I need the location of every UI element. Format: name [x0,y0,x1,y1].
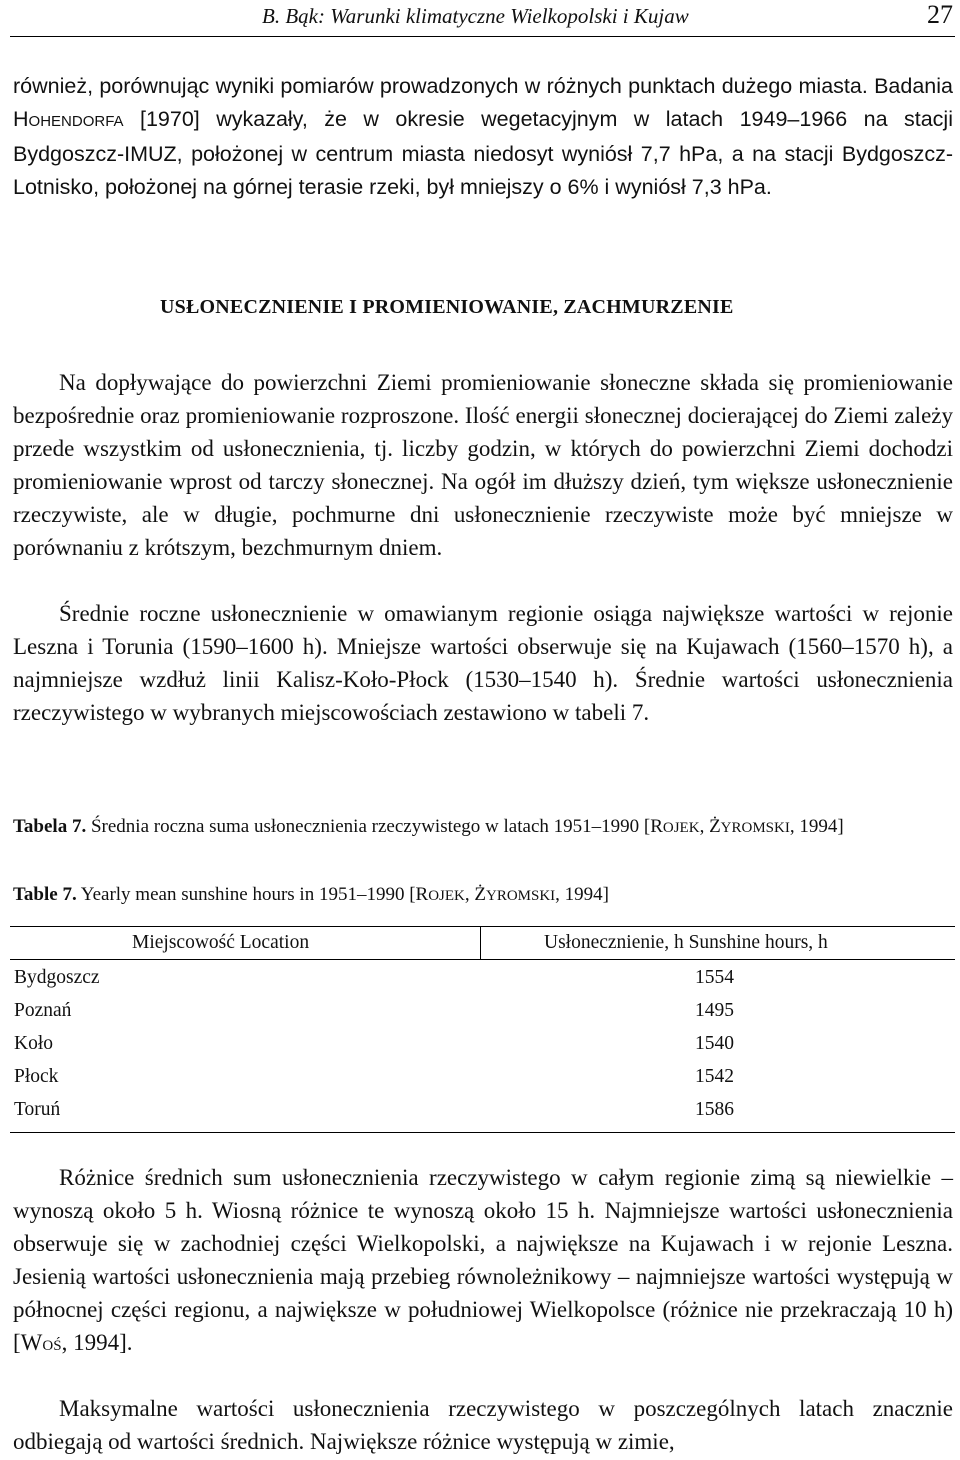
paragraph-2: Na dopływające do powierzchni Ziemi promieniowanie słoneczne składa się promieniowanie bezpośrednie oraz promieniowanie rozproszone. Ilość energii słonecznej docierającej do Ziemi zależy przede wszystkim od usłonecznienia, tj. liczby godzin, w których do powierzchni Ziemi dochodzi promieniowanie wprost od tarczy słonecznej. Na ogół im dłuższy dzień, tym większe usłonecznienie rzeczywiste, ale w długie, pochmurne dni usłonecznienie rzeczywiste może być mniejsze w porównaniu z krótszym, bezchmurnym dniem. [13,370,953,560]
page-number: 27 [927,0,953,29]
column-header-location: Miejscowość Location [132,932,310,953]
table-label-en: Table 7. [13,884,77,905]
paragraph-1 [13,70,953,204]
column-header-sunshine: Usłonecznienie, h Sunshine hours, h [544,932,828,953]
caption-text: Średnia roczna suma usłonecznienia rzeczywistego w latach 1951–1990 [R [86,816,663,837]
cell-location: Toruń [14,1099,61,1120]
table-body [10,960,955,1133]
running-title: B. Bąk: Warunki klimatyczne Wielkopolski i Kujaw [262,4,689,28]
cell-location: Bydgoszcz [14,967,100,988]
page-header [10,0,955,37]
caption-text: , Ż [699,816,721,837]
paragraph-4 [13,1161,953,1363]
paragraph-4-text-end: , 1994]. [61,1330,133,1355]
table-row [10,1028,955,1061]
paragraph-3: Średnie roczne usłonecznienie w omawianym regionie osiąga największe wartości w rejonie Leszna i Torunia (1590–1600 h). Mniejsze wartości obserwuje się na Kujawach (1560–1570 h), a najmniejsze wzdłuż linii Kalisz-Koło-Płock (1530–1540 h). Średnie wartości usłonecznienia rzeczywistego w wybranych miejscowościach zestawiono w tabeli 7. [13,601,953,725]
author-name: YROMSKI [485,888,556,904]
cell-location: Poznań [14,1000,72,1021]
author-name: OŚ [42,1338,62,1354]
paragraph-4-text: Różnice średnich sum usłonecznienia rzeczywistego w całym regionie zimą są niewielkie – wynoszą około 5 h. Wiosną różnice te wynoszą około 15 h. Najmniejsze wartości usłonecznienia obserwuje się w zachodniej części Wielkopolski, a największe na Kujawach i w rejonie Leszna. Jesienią wartości usłonecznienia mają przebieg równoleżnikowy – najmniejsze wartości występują w północnej części regionu, a największe w południowej Wielkopolsce (różnice nie przekraczają 10 h) [W [13,1165,953,1355]
author-name: OHENDORFA [28,113,124,130]
caption-text: , 1994] [789,816,844,837]
cell-value: 1554 [695,967,734,988]
paragraph-5: Maksymalne wartości usłonecznienia rzeczywistego w poszczególnych latach znacznie odbiegają od wartości średnich. Największe różnice występują w zimie, [13,1396,953,1454]
table-row [10,995,955,1028]
paragraph-1-text: również, porównując wyniki pomiarów prowadzonych w różnych punktach dużego miasta. Badania H [13,74,953,131]
cell-location: Płock [14,1066,59,1087]
author-name: OJEK [662,820,700,836]
column-divider [480,927,481,959]
table-row [10,1061,955,1094]
cell-value: 1495 [695,1000,734,1021]
table-caption-en [13,880,953,911]
paragraph-1-text-rest: [1970] wykazały, że w okresie wegetacyjnym w latach 1949–1966 na stacji Bydgoszcz-IMUZ, położonej w centrum miasta niedosyt wyniósł 7,7 hPa, a na stacji Bydgoszcz-Lotnisko, położonej na górnej terasie rzeki, był mniejszy o 6% i wyniósł 7,3 hPa. [13,107,953,199]
author-name: YROMSKI [720,820,790,836]
cell-value: 1542 [695,1066,734,1087]
cell-location: Koło [14,1033,53,1054]
cell-value: 1540 [695,1033,734,1054]
section-heading: USŁONECZNIENIE I PROMIENIOWANIE, ZACHMURZENIE [160,296,734,318]
table-row [10,1094,955,1127]
table-label-pl: Tabela 7. [13,816,87,837]
table-header [10,926,955,960]
caption-text: , Ż [464,884,486,905]
author-name: OJEK [428,888,465,904]
caption-text: Yearly mean sunshine hours in 1951–1990 [R [76,884,429,905]
sunshine-table [10,926,955,1133]
cell-value: 1586 [695,1099,734,1120]
caption-text: , 1994] [555,884,609,905]
table-caption-pl [13,812,953,843]
table-row [10,962,955,995]
